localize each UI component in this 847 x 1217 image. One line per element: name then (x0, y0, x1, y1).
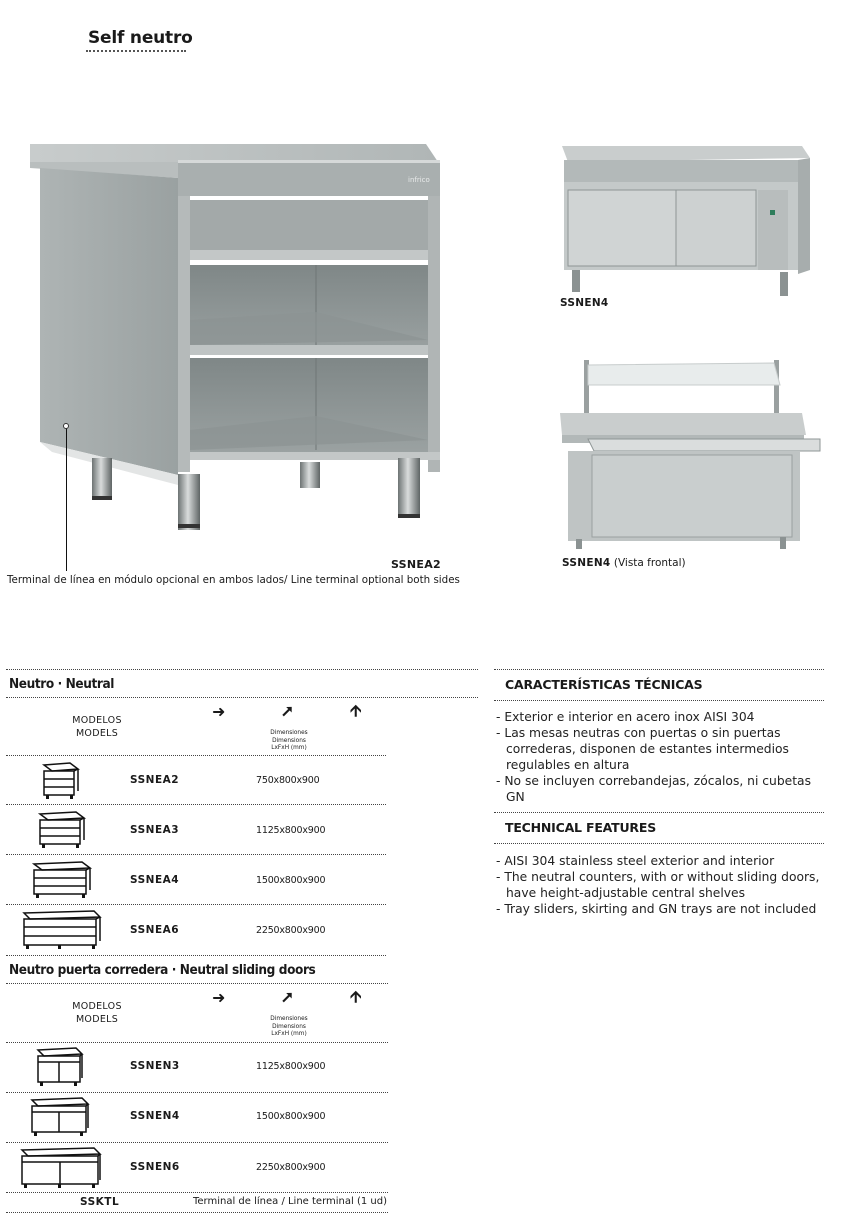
features-es-list (496, 709, 831, 805)
open-shelf-counter-icon (36, 808, 88, 850)
divider (494, 700, 824, 701)
brand-logo: infrico (408, 176, 430, 184)
divider (6, 1092, 388, 1093)
divider (6, 1212, 388, 1213)
divider (6, 1042, 388, 1043)
leg (178, 474, 200, 530)
length-arrow-icon: ➜ (212, 702, 226, 721)
depth-arrow-icon: ⭧ (282, 988, 293, 1007)
model-dimensions: 1125x800x900 (256, 1061, 326, 1072)
terminal-model-code: SSKTL (80, 1196, 120, 1208)
worktop (30, 144, 438, 162)
open-shelf-counter-icon (30, 858, 94, 900)
models-header-es: MODELOS (72, 1001, 122, 1012)
leg (572, 270, 580, 292)
features-es-title: CARACTERÍSTICAS TÉCNICAS (505, 677, 703, 692)
page-title: Self neutro (88, 28, 193, 48)
divider (6, 1142, 388, 1143)
feature-item: - The neutral counters, with or without sliding doors, have height-adjustable central shelves (496, 870, 820, 900)
model-code: SSNEN4 (130, 1110, 180, 1122)
neutral-table-title: Neutro · Neutral (9, 676, 115, 692)
terminal-description: Terminal de línea / Line terminal (1 ud) (192, 1196, 387, 1207)
dimensions-header (256, 1016, 322, 1039)
dimensions-header-unit: LxFxH (mm) (271, 745, 307, 751)
photo-ssnen4-front-suffix: (Vista frontal) (613, 557, 686, 569)
sliding-door-counter-icon (28, 1094, 94, 1138)
models-header (60, 714, 134, 740)
model-code: SSNEN6 (130, 1161, 180, 1173)
models-header-en: MODELS (75, 1014, 119, 1025)
model-code: SSNEA6 (130, 924, 180, 936)
depth-arrow-icon: ⭧ (282, 702, 293, 721)
photo-ssnen4-front-model: SSNEN4 (562, 557, 611, 569)
leg (300, 462, 320, 488)
height-arrow-icon: 🡩 (350, 987, 362, 1006)
main-photo-model-label: SSNEA2 (390, 558, 441, 571)
sliding-door-counter-icon (18, 1144, 104, 1190)
leg (576, 539, 582, 549)
dimensions-header-en: Dimensions (272, 737, 306, 744)
leg (398, 458, 420, 518)
model-dimensions: 750x800x900 (256, 775, 320, 786)
feature-item: - AISI 304 stainless steel exterior and interior (496, 854, 775, 868)
indicator-light-icon (770, 210, 775, 215)
sneeze-guard-glass (588, 363, 780, 385)
height-arrow-icon: 🡩 (350, 701, 362, 720)
main-photo-note: Terminal de línea en módulo opcional en ambos lados/ Line terminal optional both sides (7, 574, 460, 586)
open-shelf-counter-icon (40, 759, 82, 801)
dimensions-header-en: Dimensions (272, 1023, 306, 1030)
divider (6, 755, 386, 756)
model-code: SSNEA2 (130, 774, 180, 786)
model-dimensions: 1500x800x900 (256, 875, 326, 886)
tray-slide (588, 439, 820, 451)
callout-marker (63, 423, 69, 429)
feature-item: - Tray sliders, skirting and GN trays are not included (496, 902, 817, 916)
leg (780, 537, 786, 549)
divider (6, 983, 388, 984)
open-shelf-counter-icon (20, 907, 104, 951)
sliding-table-title: Neutro puerta corredera · Neutral sliding doors (9, 962, 316, 978)
divider (6, 955, 386, 956)
leg (780, 272, 788, 296)
divider (6, 904, 386, 905)
product-photo-ssnen4 (558, 140, 813, 300)
models-header-en: MODELS (75, 728, 119, 739)
product-photo-ssnea2 (28, 140, 448, 530)
divider (6, 854, 386, 855)
product-photo-ssnen4-front (558, 355, 823, 550)
model-code: SSNEA3 (130, 824, 180, 836)
photo-ssnen4-front-label (562, 557, 686, 569)
model-dimensions: 2250x800x900 (256, 1162, 326, 1173)
divider (6, 1192, 388, 1193)
dimensions-header-unit: LxFxH (mm) (271, 1031, 307, 1037)
feature-item: - No se incluyen correbandejas, zócalos, ni cubetas GN (496, 774, 811, 804)
divider (494, 812, 824, 813)
length-arrow-icon: ➜ (212, 988, 226, 1007)
divider (6, 697, 478, 698)
feature-item: - Exterior e interior en acero inox AISI 304 (496, 710, 755, 724)
callout-line (66, 425, 67, 571)
title-underline (86, 50, 186, 52)
leg (92, 458, 112, 498)
models-header (60, 1000, 134, 1026)
sliding-door-counter-icon (34, 1044, 88, 1088)
divider (6, 804, 386, 805)
dimensions-header (256, 730, 322, 753)
model-dimensions: 1125x800x900 (256, 825, 326, 836)
divider (6, 669, 478, 670)
features-en-title: TECHNICAL FEATURES (505, 820, 657, 835)
model-dimensions: 1500x800x900 (256, 1111, 326, 1122)
divider (494, 669, 824, 670)
dimensions-header-es: Dimensiones (270, 730, 308, 736)
feature-item: - Las mesas neutras con puertas o sin puertas correderas, disponen de estantes intermedios regulables en altura (496, 726, 789, 772)
dimensions-header-es: Dimensiones (270, 1016, 308, 1022)
model-code: SSNEN3 (130, 1060, 180, 1072)
photo-ssnen4-label: SSNEN4 (560, 297, 609, 309)
features-en-list (496, 853, 831, 917)
models-header-es: MODELOS (72, 715, 122, 726)
model-dimensions: 2250x800x900 (256, 925, 326, 936)
divider (494, 843, 824, 844)
model-code: SSNEA4 (130, 874, 180, 886)
